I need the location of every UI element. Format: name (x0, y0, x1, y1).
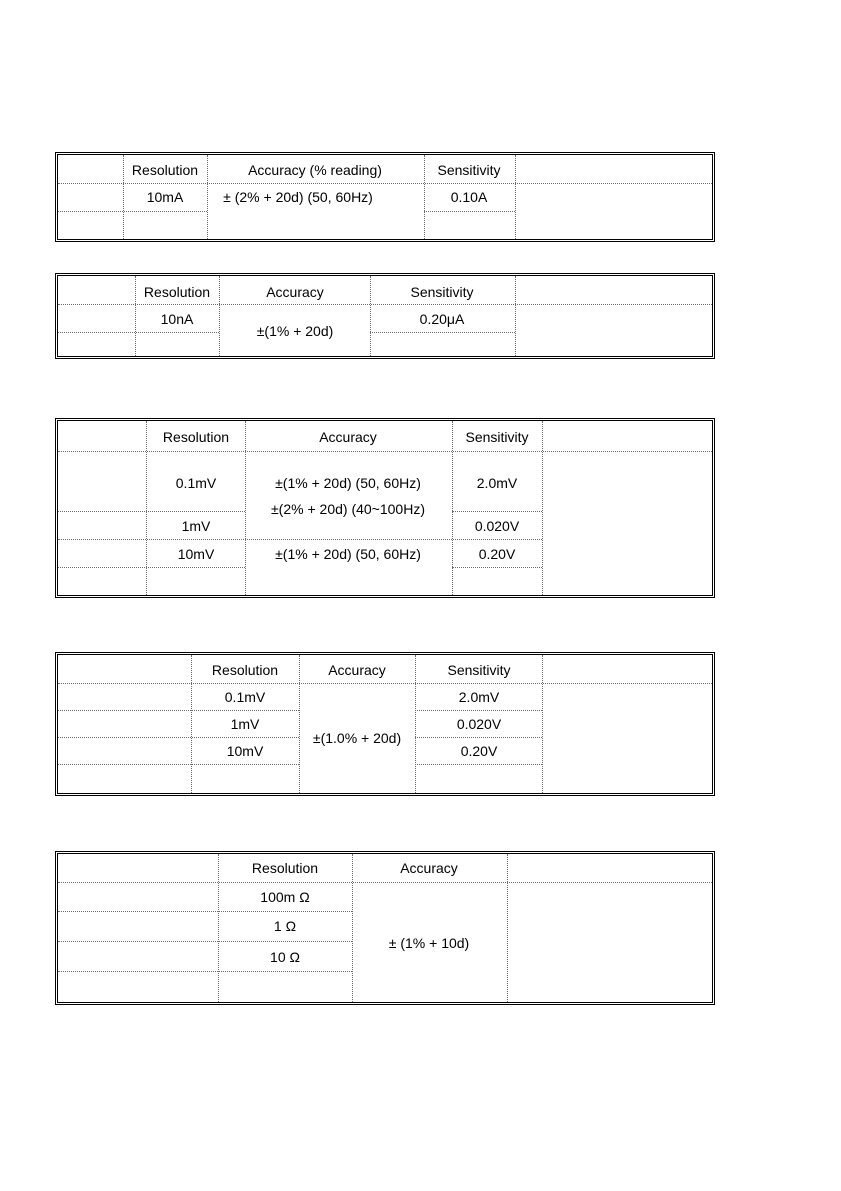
sensitivity-value: 0.20V (478, 546, 516, 562)
resolution-value: 100m Ω (260, 889, 310, 905)
spec-table-resistance (55, 851, 715, 1005)
accuracy-value: ±(1% + 20d) (50, 60Hz) (275, 546, 421, 562)
accuracy-value: ±(1% + 20d) (50, 60Hz) (275, 475, 421, 491)
sensitivity-value: 0.10A (450, 189, 488, 205)
resolution-value: 10mV (177, 546, 215, 562)
header-accuracy: Accuracy (400, 860, 458, 876)
spec-table-ac-voltage (55, 418, 715, 598)
accuracy-value: ± (2% + 20d) (50, 60Hz) (223, 189, 373, 205)
sensitivity-value: 0.20μA (419, 311, 465, 327)
spec-table-dc-voltage (55, 652, 715, 796)
resolution-value: 0.1mV (175, 475, 217, 491)
header-sensitivity: Sensitivity (410, 284, 474, 300)
resolution-value: 10mA (146, 189, 184, 205)
resolution-value: 1mV (181, 518, 211, 534)
sensitivity-value: 2.0mV (458, 689, 500, 705)
header-resolution: Resolution (131, 162, 199, 178)
header-sensitivity: Sensitivity (465, 429, 529, 445)
sensitivity-value: 0.020V (474, 518, 520, 534)
header-accuracy: Accuracy (266, 284, 324, 300)
accuracy-value: ± (1% + 10d) (388, 935, 470, 951)
accuracy-value: ±(1.0% + 20d) (312, 730, 402, 746)
resolution-value: 10nA (160, 311, 194, 327)
header-sensitivity: Sensitivity (447, 662, 511, 678)
resolution-value: 0.1mV (224, 689, 266, 705)
header-accuracy: Accuracy (% reading) (248, 162, 382, 178)
spec-table-ac-current (55, 152, 715, 242)
sensitivity-value: 2.0mV (476, 475, 518, 491)
resolution-value: 1 Ω (273, 918, 297, 934)
accuracy-value: ±(1% + 20d) (256, 323, 334, 339)
sensitivity-value: 0.020V (456, 716, 502, 732)
header-resolution: Resolution (251, 860, 319, 876)
spec-table-ua-current (55, 273, 715, 359)
header-accuracy: Accuracy (319, 429, 377, 445)
header-resolution: Resolution (143, 284, 211, 300)
sensitivity-value: 0.20V (460, 743, 498, 759)
accuracy-value: ±(2% + 20d) (40~100Hz) (271, 501, 425, 517)
resolution-value: 10mV (226, 743, 264, 759)
resolution-value: 10 Ω (270, 949, 300, 965)
header-resolution: Resolution (162, 429, 230, 445)
header-resolution: Resolution (211, 662, 279, 678)
resolution-value: 1mV (230, 716, 260, 732)
header-accuracy: Accuracy (328, 662, 386, 678)
header-sensitivity: Sensitivity (437, 162, 501, 178)
